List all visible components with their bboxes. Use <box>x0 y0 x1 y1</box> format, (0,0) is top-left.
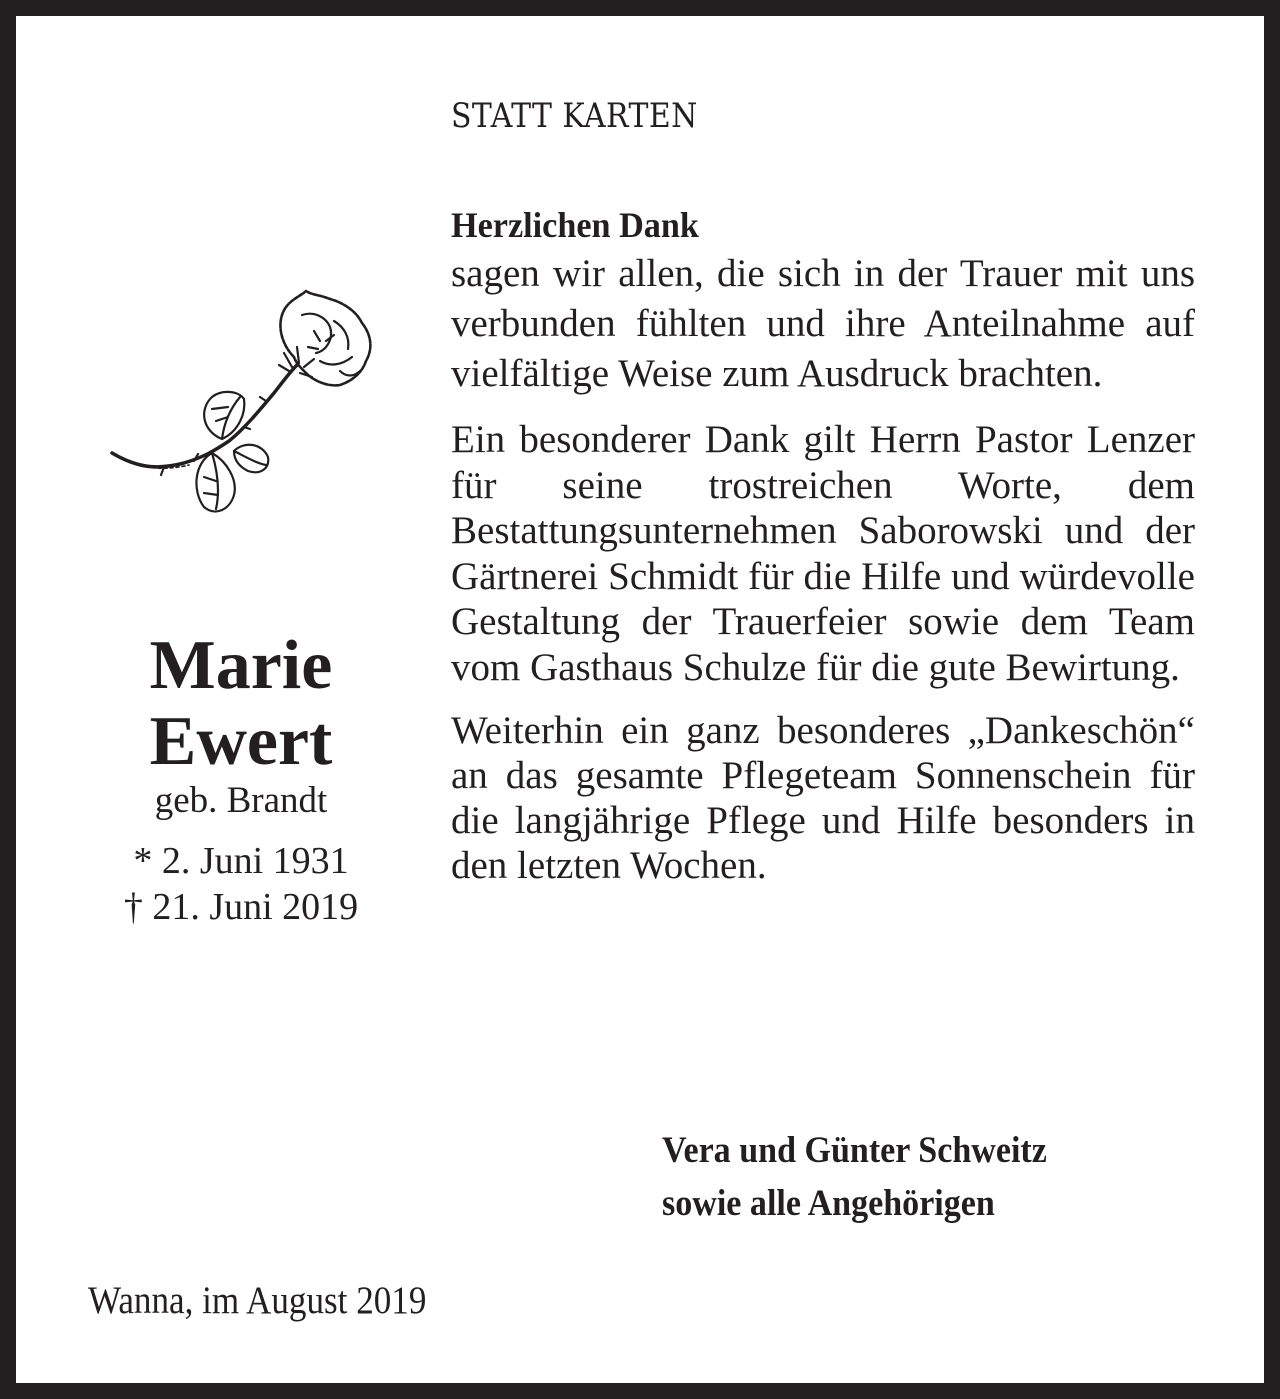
place-date: Wanna, im August 2019 <box>88 1279 427 1322</box>
signature <box>662 1124 1047 1230</box>
thanks-paragraph-2: Ein besonderer Dank gilt Herrn Pastor Lenzer für seine trostreichen Worte, dem Bestattungsunternehmen Saborowski und der Gärtnerei Schmidt für die Hilfe und würdevolle Gestaltung der Trauerfeier sowie dem Team vom Gasthaus Schulze für die gute Bewirtung. <box>451 418 1195 689</box>
thanks-text <box>451 201 1195 888</box>
thanks-paragraph-3: Weiterhin ein ganz besonderes „Dankeschön“ an das gesamte Pflegeteam Sonnenschein für die langjährige Pflege und Hilfe besonders in den letzten Wochen. <box>451 709 1195 887</box>
signature-line-2: sowie alle Angehörigen <box>662 1183 995 1224</box>
deceased-info <box>76 628 406 930</box>
rose-icon <box>94 281 394 531</box>
death-date: † 21. Juni 2019 <box>123 886 359 928</box>
obituary-card <box>16 16 1264 1383</box>
birth-date: * 2. Juni 1931 <box>133 840 349 882</box>
thanks-title: Herzlichen Dank <box>451 205 699 245</box>
deceased-maiden-name: geb. Brandt <box>154 780 328 821</box>
deceased-last-name: Ewert <box>149 703 333 780</box>
notice-header: STATT KARTEN <box>451 96 698 136</box>
signature-line-1: Vera und Günter Schweitz <box>662 1130 1047 1171</box>
thanks-paragraph-1: sagen wir allen, die sich in der Trauer mit uns verbunden fühlten und ihre Anteilnahme auf vielfältige Weise zum Ausdruck brachten. <box>451 252 1195 395</box>
deceased-first-name: Marie <box>149 627 333 704</box>
